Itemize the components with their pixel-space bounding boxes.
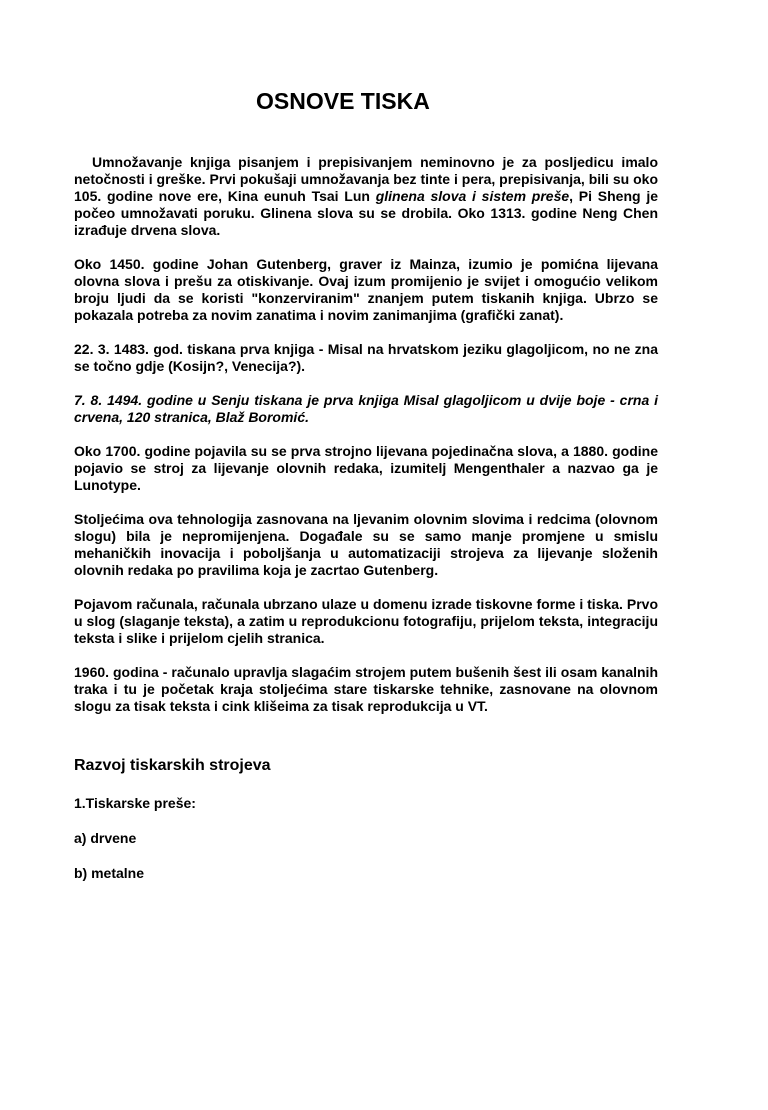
paragraph-text: Umnožavanje knjiga pisanjem i prepisivanjem neminovno je za posljedicu imalo netočnosti i greške. Prvi pokušaji umnožavanja bez tinte i pera, prepisivanja, bili su oko 105. godine nove ere, Kina eunuh Tsai Lun bbox=[74, 154, 658, 204]
paragraph-early-copying bbox=[74, 154, 658, 239]
list-item-wooden: a) drvene bbox=[74, 830, 137, 846]
paragraph-senj-missal bbox=[74, 392, 658, 426]
paragraph-gutenberg: Oko 1450. godine Johan Gutenberg, graver iz Mainza, izumio je pomićna lijevana olovna slova i prešu za otiskivanje. Ovaj izum promijenio je svijet i omogućio velikom broju ljudi da se koristi "konzerviranim" znanjem putem tiskanih knjiga. Ubrzo se pokazala potreba za novim zanatima i novim zanimanjima (grafički zanat). bbox=[74, 256, 658, 323]
paragraph-italic-text: glinena slova i sistem preše bbox=[375, 188, 570, 204]
paragraph-text: , Pi Sheng je počeo umnožavati poruku. Glinena slova su se drobila. Oko 1313. godine Neng Chen izrađuje drvena slova. bbox=[74, 188, 658, 238]
paragraph-1960: 1960. godina - računalo upravlja slagaćim strojem putem bušenih šest ili osam kanalnih traka i tu je početak kraja stoljećima stare tiskarske tehnike, zasnovane na olovnom slogu za tisak teksta i cink klišeima za tisak reprodukcija u VT. bbox=[74, 664, 658, 714]
paragraph-lead-type-technology: Stoljećima ova tehnologija zasnovana na ljevanim olovnim slovima i redcima (olovnom slogu) bila je nepromijenjena. Događale su se samo manje promjene u smislu mehaničkih inovacija i poboljšanja u automatizaciji strojeva za lijevanje složenih olovnih redaka po pravilima koja je zacrtao Gutenberg. bbox=[74, 511, 658, 578]
paragraph-first-croatian-book: 22. 3. 1483. god. tiskana prva knjiga - Misal na hrvatskom jeziku glagoljicom, no ne zna se točno gdje (Kosijn?, Venecija?). bbox=[74, 341, 658, 374]
paragraph-machine-cast-type: Oko 1700. godine pojavila su se prva strojno lijevana pojedinačna slova, a 1880. godine pojavio se stroj za lijevanje olovnih redaka, izumitelj Mengenthaler a nazvao ga je Lunotype. bbox=[74, 443, 658, 493]
list-item-presses: 1.Tiskarske preše: bbox=[74, 795, 196, 811]
paragraph-italic-text: 7. 8. 1494. godine u Senju tiskana je prva knjiga Misal glagoljicom u dvije boje - crna i crvena, 120 stranica, Blaž Boromić. bbox=[74, 392, 658, 425]
page-title: OSNOVE TISKA bbox=[256, 88, 430, 114]
section-heading: Razvoj tiskarskih strojeva bbox=[74, 757, 271, 774]
list-item-metal: b) metalne bbox=[74, 865, 145, 881]
document-page bbox=[0, 86, 768, 1110]
paragraph-computers: Pojavom računala, računala ubrzano ulaze u domenu izrade tiskovne forme i tiska. Prvo u slog (slaganje teksta), a zatim u reprodukcionu fotografiju, prijelom teksta, integraciju teksta i slike i prijelom cjelih stranica. bbox=[74, 596, 658, 646]
